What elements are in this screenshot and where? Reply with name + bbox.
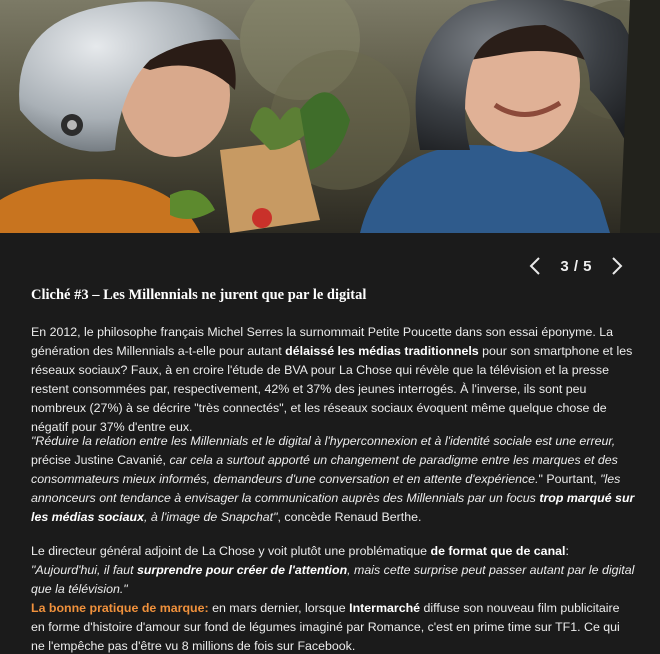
p4-text-c: diffuse son nouveau film publicitaire en forme d'histoire d'amour sur fond de légumes imaginé par Romance, c'est en prime time sur TF1. Ce qui ne l'empêche pas d'être vu 8 millions de fois sur Facebook.	[31, 601, 620, 653]
p1-text-c: pour son smartphone et les réseaux sociaux? Faux, à en croire l'étude de BVA pour La Chose qui révèle que la télévision et la presse restent consommées par, respectivement, 42% et 37% des jeunes interrogés. À l'inverse, ils sont peu nombreux (27%) à se décrire "très connectés", et les réseaux sociaux évoquent même quelque chose de négatif pour 37% d'entre eux.	[31, 344, 633, 434]
p2-quote-g: , à l'image de Snapchat"	[143, 510, 278, 524]
article-title: Cliché #3 – Les Millennials ne jurent que par le digital	[31, 287, 367, 303]
prev-slide-button[interactable]	[526, 255, 544, 277]
hero-photo-illustration	[0, 0, 660, 233]
p1-text-a: En 2012, le philosophe français Michel Serres la surnommait Petite Poucette dans son essai éponyme. La génération des Millennials a-t-elle pour autant	[31, 325, 613, 358]
article-section	[0, 233, 660, 654]
hero-image	[0, 0, 660, 233]
p2-text-d: " Pourtant,	[538, 472, 601, 486]
p3-quote-d: "Aujourd'hui, il faut	[31, 563, 137, 577]
p2-text-h: , concède Renaud Berthe.	[277, 510, 422, 524]
p4-bold-brand: Intermarché	[349, 601, 421, 615]
p4-text-a: en mars dernier, lorsque	[208, 601, 350, 615]
chevron-left-icon	[529, 256, 541, 276]
paragraph-1	[31, 323, 636, 437]
p3-bold: de format que de canal	[430, 544, 566, 558]
p3-quote-f: , mais cette surprise peut passer autant par le digital que la télévision."	[31, 563, 635, 596]
p2-quote-c: car cela a surtout apporté un changement de paradigme entre les marques et des consommateurs mieux informés, demandeurs d'une conversation et en attente d'expérience.	[31, 453, 618, 486]
p3-text-a: Le directeur général adjoint de La Chose y voit plutôt une problématique	[31, 544, 431, 558]
paragraph-2	[31, 432, 636, 527]
p2-bold-italic: trop marqué sur les médias sociaux	[31, 491, 635, 524]
paragraph-3	[31, 542, 636, 599]
p2-quote-a: "Réduire la relation entre les Millennials et le digital à l'hyperconnexion et à l'identité sociale est une erreur,	[31, 434, 616, 448]
p1-bold: délaissé les médias traditionnels	[285, 344, 479, 358]
brand-practice-label: La bonne pratique de marque:	[31, 601, 209, 615]
next-slide-button[interactable]	[608, 255, 626, 277]
slide-pager	[526, 255, 626, 277]
p2-attribution: précise Justine Cavanié,	[31, 453, 170, 467]
p3-bold-italic: surprendre pour créer de l'attention	[136, 563, 348, 577]
p3-text-c: :	[565, 544, 569, 558]
chevron-right-icon	[611, 256, 623, 276]
paragraph-4	[31, 599, 636, 654]
slide-counter: 3 / 5	[560, 257, 592, 275]
p2-quote-e: "les annonceurs ont tendance à envisager la communication auprès des Millennials par un focus	[31, 472, 621, 505]
